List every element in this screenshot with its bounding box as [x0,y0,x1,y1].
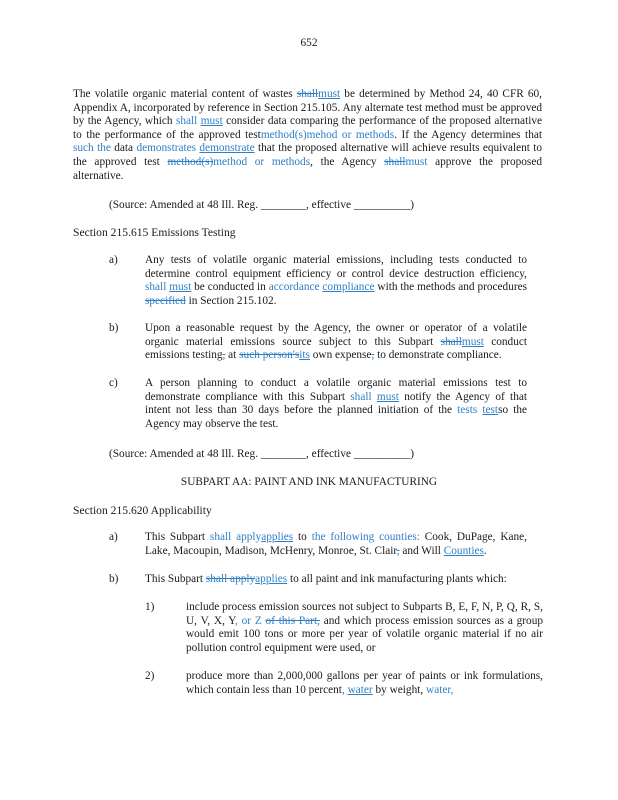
item-text: to all paint and ink manufacturing plants which: [289,573,507,585]
section-615-a [145,254,527,308]
section-615-b [145,322,527,363]
deleted-text: shall [296,88,319,100]
item-text: to [298,531,307,543]
inserted-text: the following counties: [311,531,420,543]
item-label: a) [109,254,118,266]
item-text: This Subpart [145,573,204,585]
item-text: and which process emission sources as a group would emit 100 tons or more per year of volatile organic material if no air pollution control equipment were used, or [186,614,543,654]
inserted-text: must [376,390,399,403]
inserted-text: water [347,683,373,696]
item-text: include process emission sources not subject to Subparts B, E, F, N, P, Q, R, S, U, V, X, Y [186,601,543,627]
intro-text-1: The volatile organic material content of wastes [73,88,293,100]
intro-text-6: that the proposed alternative will achieve results equivalent to the approved test [73,142,543,168]
item-text: Cook, DuPage, Kane, Lake, Macoupin, Madison, McHenry, Monroe, St. Clair [145,531,527,557]
item-text: . [483,544,487,557]
deleted-text: shall [384,155,406,168]
source-note: (Source: Amended at 48 Ill. Reg. ________, effective __________) [109,199,415,211]
inserted-text: tests [457,404,478,417]
deleted-text: such person's [239,349,300,362]
item-text: notify the Agency of that intent not less than 30 days before the planned initiation of the [145,390,528,417]
inserted-text: , [341,683,345,696]
intro-text-7: , the Agency [310,155,377,168]
deleted-text: shall [440,335,462,348]
section-620-b-1 [186,601,543,655]
section-620-b-2 [186,670,543,697]
inserted-text: accordance [268,281,320,294]
section-620-a [145,531,527,558]
item-text: so the Agency may observe the test. [145,404,528,430]
inserted-text: such [73,142,94,155]
item-text: be conducted in [194,281,266,294]
inserted-text: mehod or methods [306,128,395,141]
inserted-text: its [299,349,310,362]
deleted-text: method(s) [167,155,214,168]
item-text: This Subpart [145,531,206,543]
inserted-text: must [169,281,192,294]
source-note: (Source: Amended at 48 Ill. Reg. ________, effective __________) [109,448,415,460]
inserted-text: applies [255,573,288,585]
inserted-text: must [405,155,428,168]
inserted-text: method(s) [260,128,307,141]
item-text: Any tests of volatile organic material emissions, including tests conducted to determine control equipment efficiency or control device destruction efficiency, [145,254,527,280]
intro-paragraph [73,88,542,183]
deleted-text: , [396,544,400,557]
page-number: 652 [300,37,318,49]
inserted-text: method or methods [213,155,311,168]
inserted-text: must [200,115,223,128]
item-label: c) [109,377,118,389]
inserted-text: shall [350,390,372,403]
inserted-text: the [97,142,111,155]
subpart-heading: SUBPART AA: PAINT AND INK MANUFACTURING [180,476,438,488]
item-text: by weight, [375,683,424,696]
section-620-b [145,573,527,587]
item-text: and Will [402,544,441,557]
item-label: b) [109,322,119,334]
intro-text-8: approve the proposed alternative. [73,155,542,182]
deleted-text: , [371,349,375,362]
item-text: own expense [312,349,372,362]
item-text: conduct emissions testing [145,335,527,362]
item-text: with the methods and procedures [377,281,528,294]
inserted-text: compliance [322,281,375,294]
deleted-text: shall apply [205,573,256,585]
inserted-text: must [318,88,341,100]
deleted-text: specified [145,294,186,307]
inserted-text: Counties [443,544,484,557]
item-label: b) [109,573,119,585]
item-text: in Section 215.102. [188,294,277,307]
deleted-text: of this Part, [265,614,320,627]
inserted-text: shall [145,281,167,294]
item-text: produce more than 2,000,000 gallons per year of paints or ink formulations, which contain less than 10 percent [186,670,543,696]
inserted-text: demonstrates [136,142,197,155]
item-label: 2) [145,670,155,682]
item-text: A person planning to conduct a volatile organic material emissions test to demonstrate compliance with this Subpart [145,377,527,403]
inserted-text: , or Z [234,614,262,627]
section-heading: Section 215.620 Applicability [73,504,212,517]
inserted-text: demonstrate [199,142,255,155]
item-label: 1) [145,601,155,613]
item-text: Upon a reasonable request by the Agency, the owner or operator of a volatile organic material emissions source subject to this Subpart [145,322,527,348]
section-615-c [145,377,527,431]
inserted-text: applies [261,531,294,543]
inserted-text: water, [426,683,454,696]
intro-text-5: data [114,142,134,155]
inserted-text: test [482,404,499,417]
intro-text-2: be determined by Method 24, 40 CFR 60, Appendix A, incorporated by reference in Section 215.105. Any alternate test method must be approved by the Agency, which [73,88,543,128]
inserted-text: shall apply [209,531,262,543]
item-label: a) [109,531,118,543]
inserted-text: must [461,335,484,348]
inserted-text: shall [175,115,198,128]
item-text: at [228,349,237,362]
item-text: to demonstrate compliance. [377,349,502,362]
intro-text-3: consider data comparing the performance of the proposed alternative to the performance of the approved test [73,115,543,141]
intro-text-4: . If the Agency determines that [394,128,543,141]
section-heading: Section 215.615 Emissions Testing [73,226,236,239]
deleted-text: , [222,349,226,362]
